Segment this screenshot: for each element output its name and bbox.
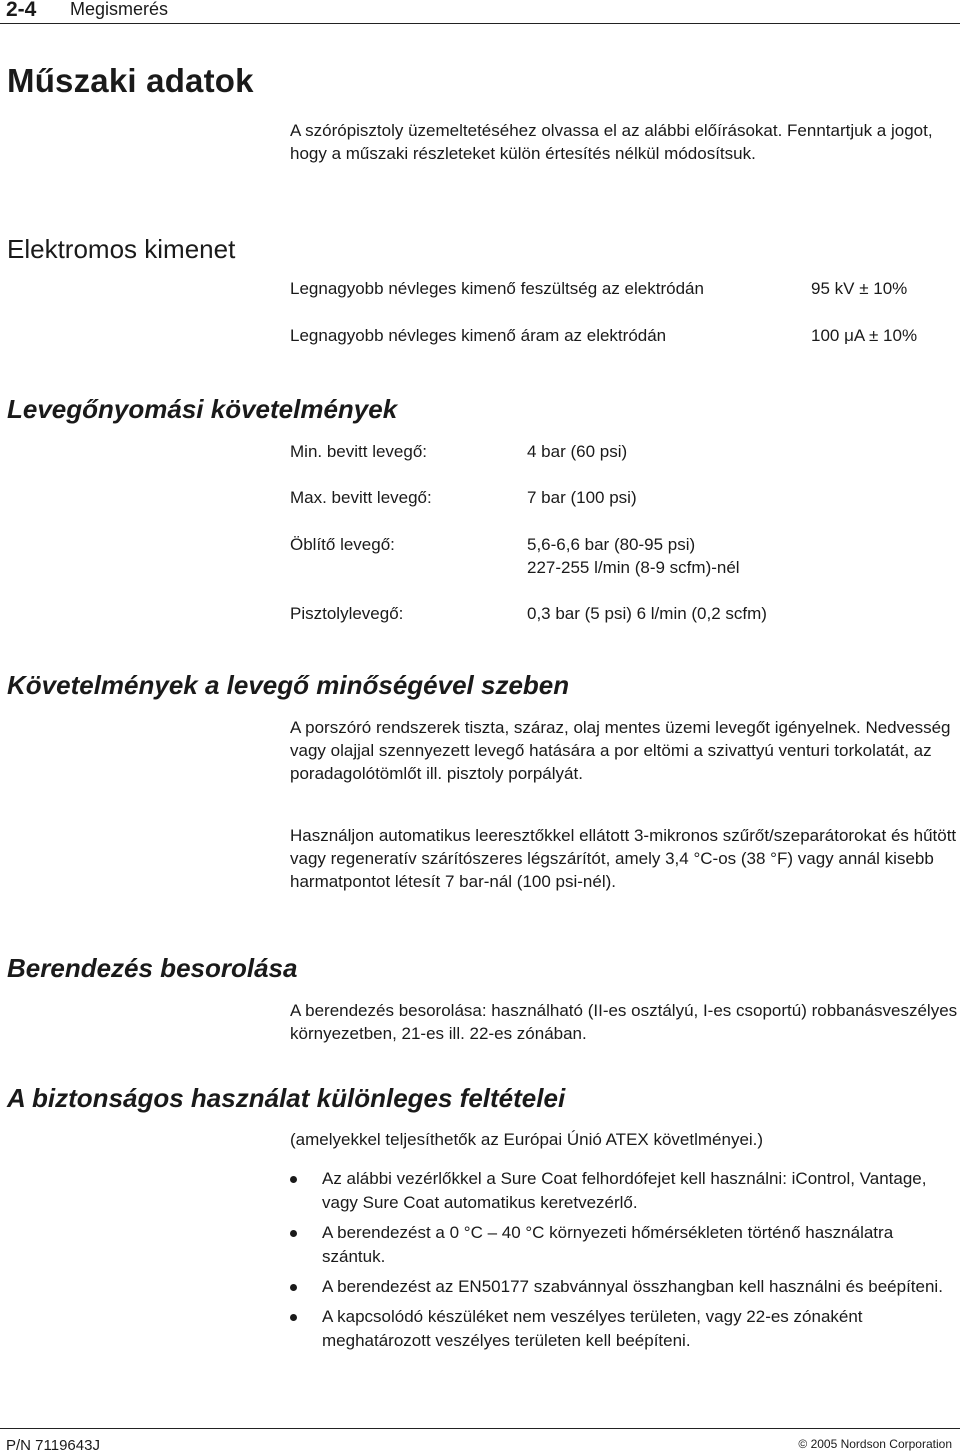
safety-intro: (amelyekkel teljesíthetők az Európai Únió ATEX követlményei.)	[290, 1130, 764, 1149]
bullet-icon	[290, 1230, 297, 1237]
purge-air-flow: 227-255 l/min (8-9 scfm)-nél	[527, 558, 740, 577]
gun-air-label: Pisztolylevegő:	[290, 604, 404, 623]
voltage-label: Legnagyobb névleges kimenő feszültség az elektródán	[290, 279, 704, 298]
list-item-text: A berendezést az EN50177 szabvánnyal összhangban kell használni és beépíteni.	[322, 1277, 943, 1296]
classification-heading: Berendezés besorolása	[7, 953, 298, 983]
safety-list	[290, 1167, 958, 1359]
quality-paragraph-1: A porszóró rendszerek tiszta, száraz, olaj mentes üzemi levegőt igényelnek. Nedvesség vagy olajjal szennyezett levegő hatására a por eltömi a szivattyú venturi torkolatát, az poradagolótömlőt ill. pisztoly porpályát.	[290, 718, 951, 783]
list-item	[290, 1221, 958, 1269]
min-air-value: 4 bar (60 psi)	[527, 442, 628, 461]
page-number: 2-4	[6, 0, 37, 21]
electrical-heading: Elektromos kimenet	[7, 234, 236, 264]
copyright: © 2005 Nordson Corporation	[798, 1437, 952, 1451]
page-header	[0, 0, 960, 24]
max-air-value: 7 bar (100 psi)	[527, 488, 637, 507]
list-item-text: Az alábbi vezérlőkkel a Sure Coat felhordófejet kell használni: iControl, Vantage, vagy Sure Coat automatikus keretvezérlő.	[322, 1169, 927, 1212]
voltage-value: 95 kV ± 10%	[811, 279, 908, 298]
max-air-label: Max. bevitt levegő:	[290, 488, 432, 507]
current-label: Legnagyobb névleges kimenő áram az elektródán	[290, 326, 667, 345]
purge-air-label: Öblítő levegő:	[290, 535, 395, 554]
list-item	[290, 1167, 958, 1215]
part-number: P/N 7119643J	[6, 1437, 100, 1454]
bullet-icon	[290, 1284, 297, 1291]
chapter-title: Megismerés	[70, 0, 169, 19]
quality-paragraph-2: Használjon automatikus leeresztőkkel ellátott 3-mikronos szűrőt/szeparátorokat és hűtött vagy regeneratív szárítószeres légszárítót, amely 3,4 °C-os (38 °F) vagy annál kisebb harmatpontot létesít 7 bar-nál (100 psi-nél).	[290, 826, 957, 891]
min-air-label: Min. bevitt levegő:	[290, 442, 428, 461]
quality-heading: Követelmények a levegő minőségével szeben	[7, 670, 570, 700]
list-item	[290, 1305, 958, 1353]
page-title: Műszaki adatok	[7, 62, 254, 99]
air-heading: Levegőnyomási követelmények	[7, 394, 398, 424]
intro-paragraph: A szórópisztoly üzemeltetéséhez olvassa el az alábbi előírásokat. Fenntartjuk a jogot, hogy a műszaki részleteket külön értesítés nélkül módosítsuk.	[290, 121, 933, 163]
gun-air-value: 0,3 bar (5 psi) 6 l/min (0,2 scfm)	[527, 604, 767, 623]
list-item	[290, 1275, 958, 1299]
list-item-text: A kapcsolódó készüléket nem veszélyes területen, vagy 22-es zónaként meghatározott veszélyes területen kell beépíteni.	[322, 1307, 863, 1350]
footer-divider	[0, 1428, 960, 1429]
list-item-text: A berendezést a 0 °C – 40 °C környezeti hőmérsékleten történő használatra szántuk.	[322, 1223, 894, 1266]
classification-paragraph: A berendezés besorolása: használható (II-es osztályú, I-es csoportú) robbanásveszélyes környezetben, 21-es ill. 22-es zónában.	[290, 1001, 958, 1043]
safety-heading: A biztonságos használat különleges feltételei	[7, 1083, 566, 1113]
bullet-icon	[290, 1176, 297, 1183]
purge-air-value: 5,6-6,6 bar (80-95 psi)	[527, 535, 696, 554]
current-value: 100 μA ± 10%	[811, 326, 918, 345]
bullet-icon	[290, 1314, 297, 1321]
